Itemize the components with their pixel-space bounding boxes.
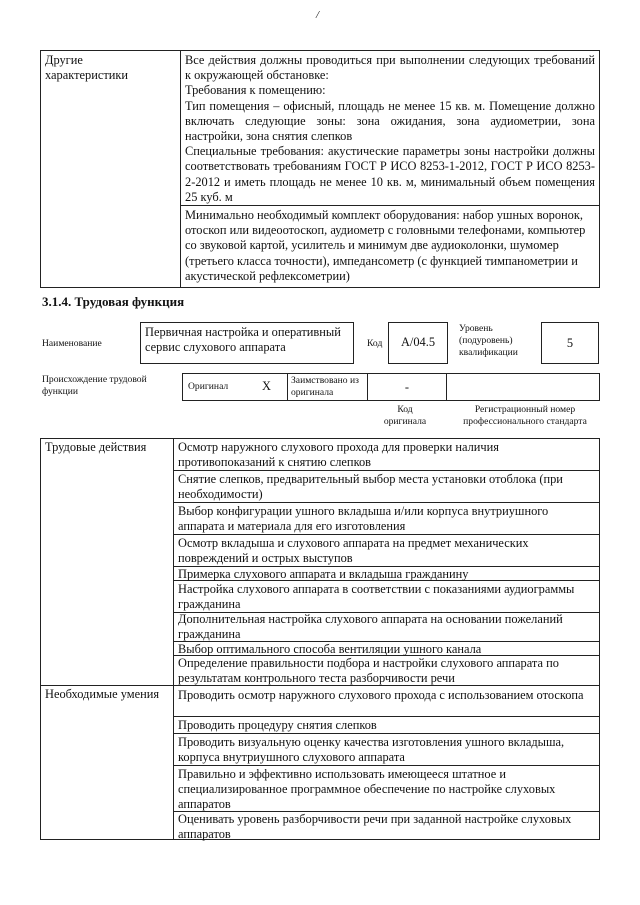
function-name: Первичная настройка и оперативный сервис слухового аппарата bbox=[145, 325, 341, 355]
environment-requirements: Все действия должны проводиться при выполнении следующих требований к окружающей обстановке: Требования к помещению: Тип помещения – офисный, площадь не менее 15 кв. м. Помещение должно включать следующие зоны: зона ожидания, зона аудиометрии, зона настройки, зона снятия слепков Специальные требования: акустические параметры зоны настройки должны соответствовать требованиям ГОСТ Р ИСО 8253-1-2012, ГОСТ Р ИСО 8253-2-2012 и иметь площадь не менее 10 кв. м, минимальный объем помещения 25 куб. м bbox=[185, 53, 595, 204]
labor-actions-label: Трудовые действия bbox=[45, 440, 147, 454]
origin-label: Происхождение трудовой функции bbox=[42, 374, 147, 397]
code-original-caption: Код оригинала bbox=[383, 404, 427, 427]
equipment-requirements: Минимально необходимый комплект оборудования: набор ушных воронок, отоскоп или видеоотоскоп, аудиометр с головными телефонами, компьютер со звуковой картой, усилитель и минимум две аудиоколонки, шумомер (третьего класса точности), импедансометр (с функцией тимпанометрии и акустической рефлексометрии) bbox=[185, 208, 586, 283]
code-value: A/04.5 bbox=[400, 335, 436, 349]
original-label: Оригинал bbox=[188, 381, 229, 392]
level-value: 5 bbox=[566, 336, 574, 350]
function-name-box bbox=[140, 322, 354, 364]
labor-action-item: Настройка слухового аппарата в соответствии с показаниями аудиограммы гражданина bbox=[178, 582, 575, 612]
borrowed-code-dash: - bbox=[404, 380, 410, 394]
section-title: 3.1.4. Трудовая функция bbox=[42, 294, 185, 309]
skill-item: Проводить визуальную оценку качества изготовления ушного вкладыша, корпуса внутриушного слухового аппарата bbox=[178, 735, 565, 765]
reg-number-caption: Регистрационный номер профессионального стандарта bbox=[463, 404, 587, 427]
required-skills-label: Необходимые умения bbox=[45, 687, 160, 701]
labor-action-item: Примерка слухового аппарата и вкладыша гражданину bbox=[178, 567, 469, 581]
borrowed-label: Заимствовано из оригинала bbox=[291, 375, 359, 398]
labor-action-item: Осмотр наружного слухового прохода для проверки наличия противопоказаний к снятию слепков bbox=[178, 440, 499, 470]
level-label: Уровень (подуровень) квалификации bbox=[459, 323, 518, 358]
skill-item: Оценивать уровень разборчивости речи при заданной настройке слуховых аппаратов bbox=[178, 812, 572, 842]
level-box bbox=[541, 322, 599, 364]
code-box bbox=[388, 322, 448, 364]
skill-item: Правильно и эффективно использовать имеющееся штатное и специализированное программное обеспечение по настройке слуховых аппаратов bbox=[178, 767, 556, 812]
labor-action-item: Дополнительная настройка слухового аппарата на основании пожеланий гражданина bbox=[178, 612, 563, 642]
labor-action-item: Определение правильности подбора и настройки слухового аппарата по результатам контрольного теста разборчивости речи bbox=[178, 656, 559, 686]
page-mark: / bbox=[316, 9, 320, 21]
skill-item: Проводить процедуру снятия слепков bbox=[178, 718, 377, 732]
skill-item: Проводить осмотр наружного слухового прохода с использованием отоскопа bbox=[178, 688, 584, 702]
labor-action-item: Осмотр вкладыша и слухового аппарата на предмет механических повреждений и острых выступов bbox=[178, 536, 529, 566]
other-characteristics-label: Другие характеристики bbox=[45, 53, 129, 83]
labor-action-item: Выбор конфигурации ушного вкладыша и/или корпуса внутриушного аппарата и материала для его изготовления bbox=[178, 504, 549, 534]
name-label: Наименование bbox=[42, 338, 102, 349]
original-mark: X bbox=[262, 379, 271, 393]
labor-action-item: Выбор оптимального способа вентиляции ушного канала bbox=[178, 642, 482, 656]
code-label: Код bbox=[367, 338, 383, 349]
labor-action-item: Снятие слепков, предварительный выбор места установки отоблока (при необходимости) bbox=[178, 472, 563, 502]
